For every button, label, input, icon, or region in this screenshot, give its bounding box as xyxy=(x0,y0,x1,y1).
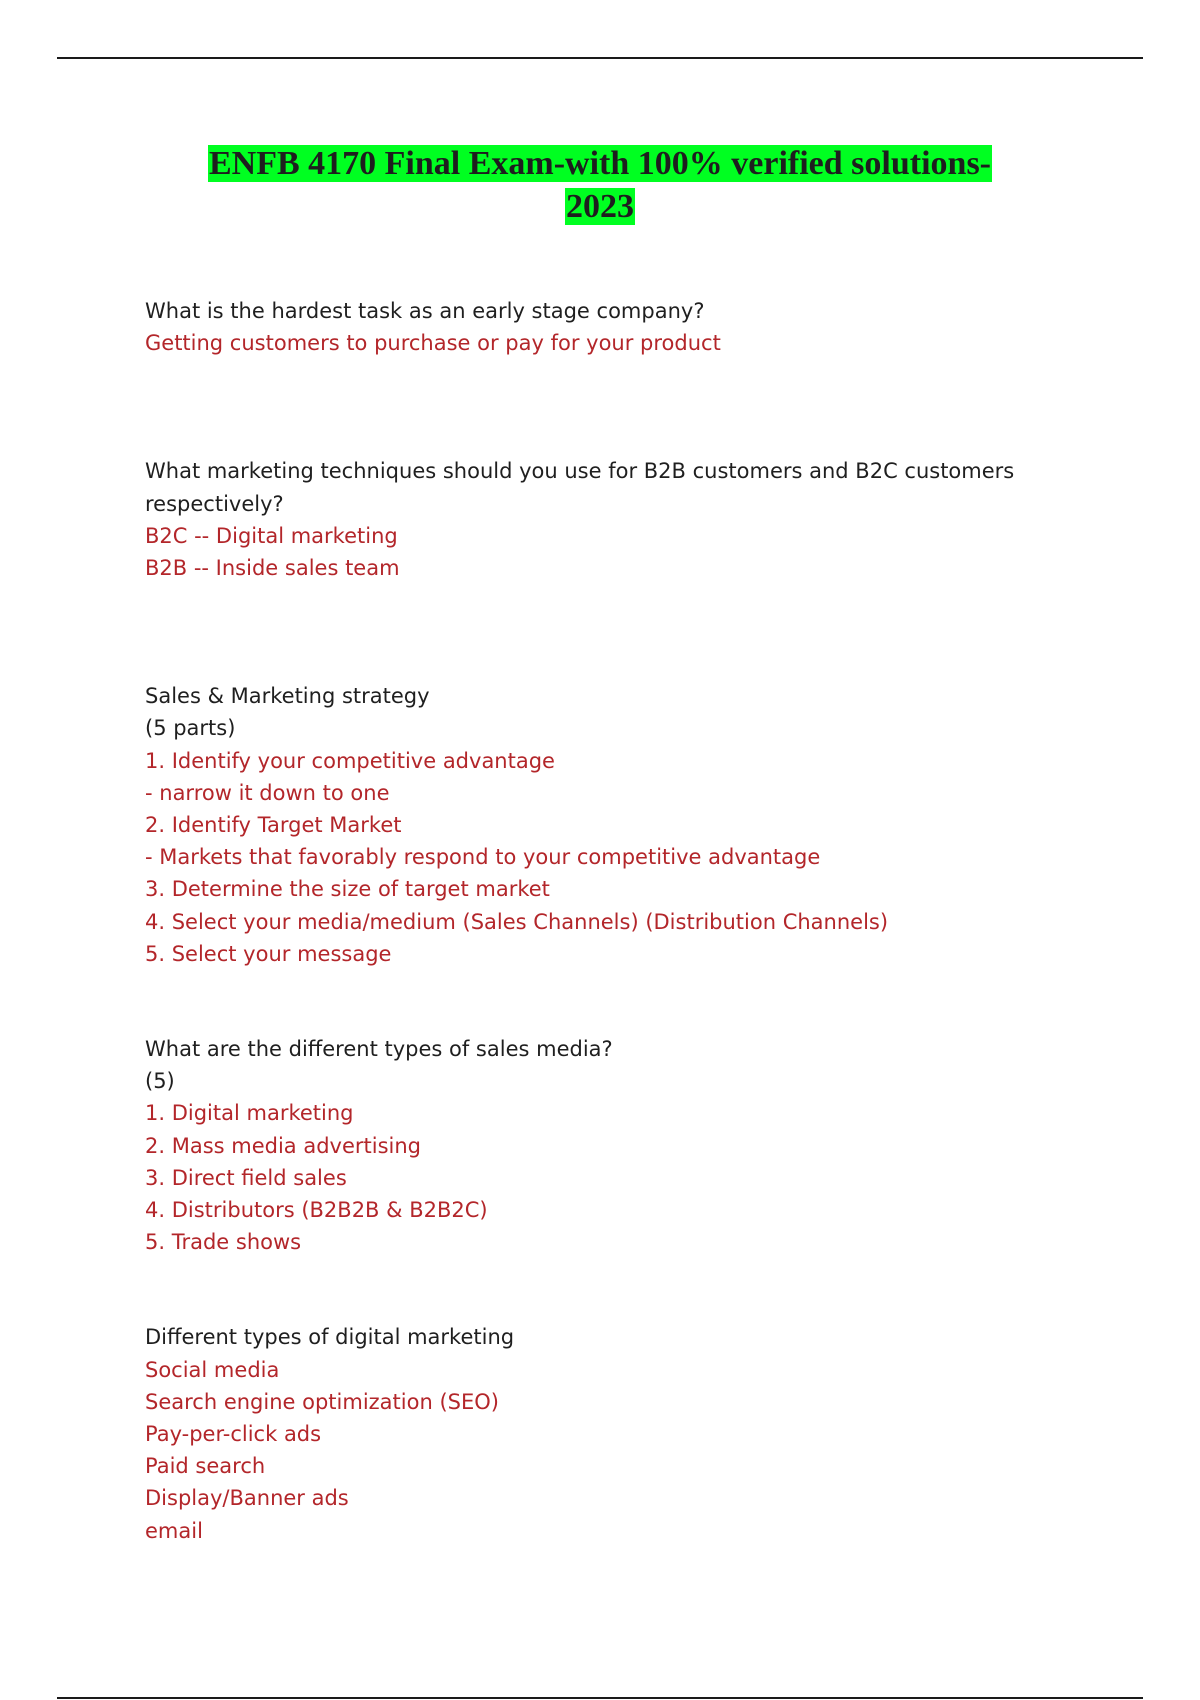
answer-line: 1. Digital marketing xyxy=(145,1101,354,1126)
answer-line: 1. Identify your competitive advantage xyxy=(145,748,555,773)
title-line-1: ENFB 4170 Final Exam-with 100% verified solutions- xyxy=(208,145,992,182)
answer-line: Search engine optimization (SEO) xyxy=(145,1389,499,1414)
answer-line: B2C -- Digital marketing xyxy=(145,523,398,548)
answer-line: Getting customers to purchase or pay for your product xyxy=(145,331,721,356)
qa-list xyxy=(145,295,1105,1547)
document-title xyxy=(0,142,1200,228)
answer-line: Pay-per-click ads xyxy=(145,1422,322,1447)
answer-line: 2. Mass media advertising xyxy=(145,1133,422,1158)
answer-line: 4. Select your media/medium (Sales Channels) (Distribution Channels) xyxy=(145,909,889,934)
qa-item xyxy=(145,295,1105,359)
question-line: respectively? xyxy=(145,491,284,516)
qa-item xyxy=(145,1321,1105,1546)
title-line-2: 2023 xyxy=(566,188,634,225)
answer-line: B2B -- Inside sales team xyxy=(145,556,400,581)
question-line: What are the different types of sales media? xyxy=(145,1037,613,1062)
answer-line: 5. Select your message xyxy=(145,941,392,966)
answer-line: 4. Distributors (B2B2B & B2B2C) xyxy=(145,1198,488,1223)
top-rule xyxy=(57,57,1143,59)
qa-item xyxy=(145,1033,1105,1258)
qa-item xyxy=(145,455,1105,584)
bottom-rule xyxy=(57,1697,1143,1699)
question-line: What marketing techniques should you use for B2B customers and B2C customers xyxy=(145,459,1015,484)
question-line: (5 parts) xyxy=(145,716,236,741)
answer-line: Paid search xyxy=(145,1454,266,1479)
question-line: What is the hardest task as an early stage company? xyxy=(145,299,705,323)
answer-line: Display/Banner ads xyxy=(145,1486,349,1511)
question-line: (5) xyxy=(145,1069,175,1094)
answer-line: 5. Trade shows xyxy=(145,1230,302,1255)
answer-line: 2. Identify Target Market xyxy=(145,813,402,838)
answer-line: 3. Determine the size of target market xyxy=(145,877,550,902)
answer-line: - narrow it down to one xyxy=(145,780,390,805)
answer-line: 3. Direct field sales xyxy=(145,1165,347,1190)
qa-item xyxy=(145,680,1105,970)
question-line: Sales & Marketing strategy xyxy=(145,684,430,709)
answer-line: - Markets that favorably respond to your competitive advantage xyxy=(145,845,821,870)
answer-line: email xyxy=(145,1518,203,1543)
answer-line: Social media xyxy=(145,1357,280,1382)
question-line: Different types of digital marketing xyxy=(145,1325,515,1350)
